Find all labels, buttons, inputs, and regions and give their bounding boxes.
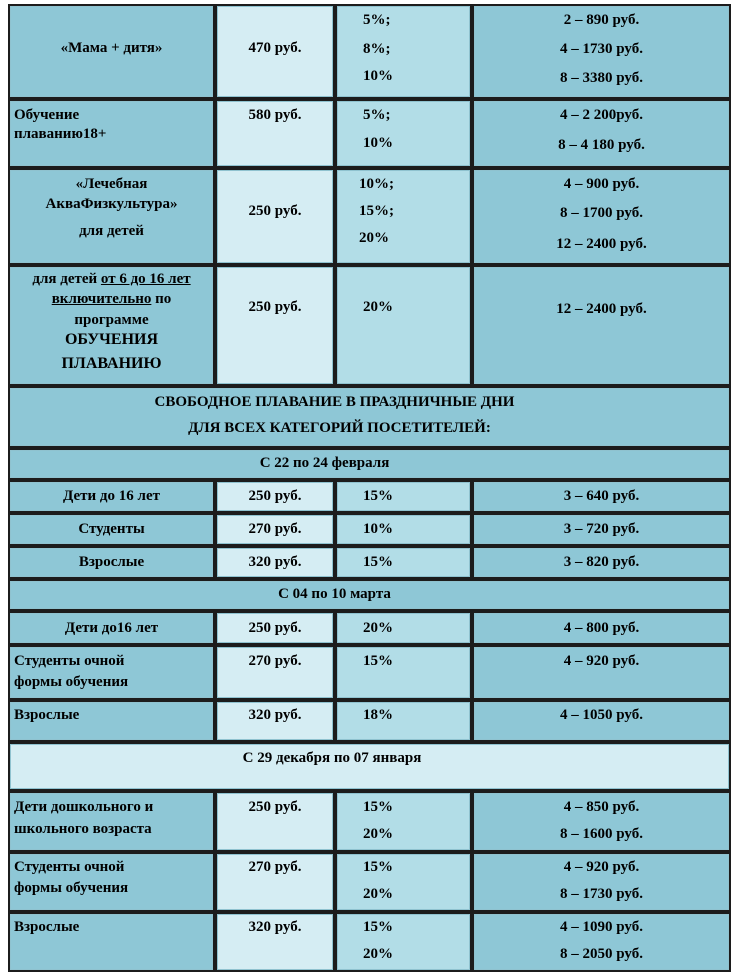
p3-row1-discount-cell [335, 791, 472, 852]
p1-row2-discount-cell [335, 513, 472, 546]
package: 8 – 1700 руб. [560, 205, 643, 221]
p1-row2-price-cell [215, 513, 335, 546]
row-mama-discount-cell [335, 4, 472, 99]
discount: 15% [363, 653, 393, 669]
row-kids-training-name-cell [8, 265, 215, 386]
row-mama-name-cell [8, 4, 215, 99]
row-kids-training-discount-cell [335, 265, 472, 386]
period2-title: С 04 по 10 марта [278, 586, 391, 602]
p3-row2-package-cell [472, 852, 731, 912]
p3-row1-price-cell [215, 791, 335, 852]
p3-row1-name-cell [8, 791, 215, 852]
discount: 15% [363, 554, 393, 570]
row-name-line: программе [74, 312, 149, 328]
discount: 18% [363, 707, 393, 723]
discount: 8%; [363, 41, 391, 57]
discount: 20% [363, 620, 393, 636]
holiday-header-line1: СВОБОДНОЕ ПЛАВАНИЕ В ПРАЗДНИЧНЫЕ ДНИ [154, 394, 515, 410]
p1-row2-name-cell [8, 513, 215, 546]
p1-row3-discount-cell [335, 546, 472, 579]
package: 3 – 640 руб. [563, 488, 640, 504]
discount: 10% [363, 521, 393, 537]
row-price: 250 руб. [248, 620, 302, 636]
row-mama-package-cell [472, 4, 731, 99]
p3-row2-discount-cell [335, 852, 472, 912]
package: 12 – 2400 руб. [556, 301, 647, 317]
row-price: 320 руб. [248, 707, 302, 723]
row-name-line: для детей [79, 223, 144, 239]
row-price: 250 руб. [248, 299, 302, 315]
package: 8 – 2050 руб. [560, 946, 643, 962]
p1-row1-name-cell [8, 480, 215, 513]
p3-row3-package-cell [472, 912, 731, 972]
package: 12 – 2400 руб. [556, 236, 647, 252]
row-price: 270 руб. [248, 653, 302, 669]
row-price: 270 руб. [248, 521, 302, 537]
discount: 5%; [363, 107, 391, 123]
p1-row1-discount-cell [335, 480, 472, 513]
row-name: Дети до 16 лет [63, 488, 160, 504]
row-name-line: Взрослые [14, 919, 80, 935]
p1-row3-name-cell [8, 546, 215, 579]
p3-row3-price-cell [215, 912, 335, 972]
row-training-package-cell [472, 99, 731, 168]
discount: 20% [363, 299, 393, 315]
row-name-line: ОБУЧЕНИЯ [64, 331, 159, 348]
row-name-line: формы обучения [14, 880, 129, 896]
package: 8 – 1730 руб. [560, 886, 643, 902]
discount: 20% [363, 946, 393, 962]
discount: 10% [363, 135, 393, 151]
row-name-line: школьного возраста [14, 821, 152, 837]
p2-row1-package-cell [472, 611, 731, 645]
p2-row2-package-cell [472, 645, 731, 700]
p2-row2-price-cell [215, 645, 335, 700]
package: 4 – 1090 руб. [560, 919, 643, 935]
row-name-line [10, 291, 213, 308]
row-name-line: ПЛАВАНИЮ [61, 355, 162, 372]
row-name-line: Обучение [14, 107, 80, 123]
package: 8 – 1600 руб. [560, 826, 643, 842]
package: 4 – 920 руб. [563, 653, 640, 669]
row-name: Взрослые [78, 554, 145, 570]
discount: 10%; [359, 176, 394, 192]
row-name: Студенты [78, 521, 145, 537]
discount: 15% [363, 488, 393, 504]
holiday-header-line2: ДЛЯ ВСЕХ КАТЕГОРИЙ ПОСЕТИТЕЛЕЙ: [188, 420, 491, 436]
package: 4 – 2 200руб. [560, 107, 643, 123]
package: 8 – 4 180 руб. [558, 137, 645, 153]
p1-row2-package-cell [472, 513, 731, 546]
p2-row3-package-cell [472, 700, 731, 742]
package: 4 – 920 руб. [563, 859, 640, 875]
p3-row1-package-cell [472, 791, 731, 852]
p3-row2-price-cell [215, 852, 335, 912]
row-name: «Мама + дитя» [60, 40, 163, 56]
discount: 20% [359, 230, 389, 246]
discount: 15% [363, 799, 393, 815]
p1-row3-price-cell [215, 546, 335, 579]
row-name-line: Взрослые [14, 707, 80, 723]
row-price: 320 руб. [248, 919, 302, 935]
p3-row3-discount-cell [335, 912, 472, 972]
discount: 5%; [363, 12, 391, 28]
row-kids-training-price-cell [215, 265, 335, 386]
p3-row3-name-cell [8, 912, 215, 972]
row-price: 320 руб. [248, 554, 302, 570]
row-price: 250 руб. [248, 203, 302, 219]
p2-row1-discount-cell [335, 611, 472, 645]
age-range-underlined: от 6 до 16 лет [100, 271, 191, 287]
row-name-line: Студенты очной [14, 653, 125, 669]
package: 4 – 1730 руб. [560, 41, 643, 57]
period1-title-band [8, 448, 731, 480]
row-training-discount-cell [335, 99, 472, 168]
discount: 15%; [359, 203, 394, 219]
text-part: для детей [32, 271, 101, 287]
row-aqua-package-cell [472, 168, 731, 265]
row-price: 580 руб. [248, 107, 302, 123]
discount: 10% [363, 68, 393, 84]
period3-title: С 29 декабря по 07 января [242, 750, 422, 766]
row-price: 250 руб. [248, 488, 302, 504]
p1-row1-package-cell [472, 480, 731, 513]
row-price: 250 руб. [248, 799, 302, 815]
row-price: 270 руб. [248, 859, 302, 875]
package: 4 – 800 руб. [563, 620, 640, 636]
text-part: по [151, 291, 172, 307]
package: 3 – 820 руб. [563, 554, 640, 570]
row-name-line: формы обучения [14, 674, 129, 690]
discount: 20% [363, 826, 393, 842]
p2-row2-name-cell [8, 645, 215, 700]
package: 8 – 3380 руб. [560, 70, 643, 86]
package: 4 – 1050 руб. [560, 707, 643, 723]
discount: 20% [363, 886, 393, 902]
p1-row3-package-cell [472, 546, 731, 579]
row-training-name-cell [8, 99, 215, 168]
p2-row3-name-cell [8, 700, 215, 742]
row-kids-training-package-cell [472, 265, 731, 386]
p2-row1-price-cell [215, 611, 335, 645]
row-aqua-name-cell [8, 168, 215, 265]
row-training-price-cell [215, 99, 335, 168]
p2-row3-price-cell [215, 700, 335, 742]
period1-title: С 22 по 24 февраля [259, 455, 390, 471]
row-name-line: Дети дошкольного и [14, 799, 154, 815]
period3-title-band [8, 742, 731, 791]
row-aqua-discount-cell [335, 168, 472, 265]
row-name-line [10, 271, 213, 288]
row-mama-price-cell [215, 4, 335, 99]
discount: 15% [363, 919, 393, 935]
row-price: 470 руб. [248, 40, 302, 56]
row-name-line: «Лечебная [75, 176, 148, 192]
row-aqua-price-cell [215, 168, 335, 265]
holiday-header [8, 386, 731, 448]
p2-row2-discount-cell [335, 645, 472, 700]
inclusive-underlined: включительно [51, 291, 152, 307]
row-name-line: плаванию18+ [14, 126, 107, 142]
row-name-line: Студенты очной [14, 859, 125, 875]
p2-row1-name-cell [8, 611, 215, 645]
package: 3 – 720 руб. [563, 521, 640, 537]
row-name: Дети до16 лет [64, 620, 159, 636]
p1-row1-price-cell [215, 480, 335, 513]
discount: 15% [363, 859, 393, 875]
period2-title-band [8, 579, 731, 611]
package: 4 – 850 руб. [563, 799, 640, 815]
package: 4 – 900 руб. [563, 176, 640, 192]
p2-row3-discount-cell [335, 700, 472, 742]
row-name-line: АкваФизкультура» [45, 196, 178, 212]
p3-row2-name-cell [8, 852, 215, 912]
package: 2 – 890 руб. [563, 12, 640, 28]
